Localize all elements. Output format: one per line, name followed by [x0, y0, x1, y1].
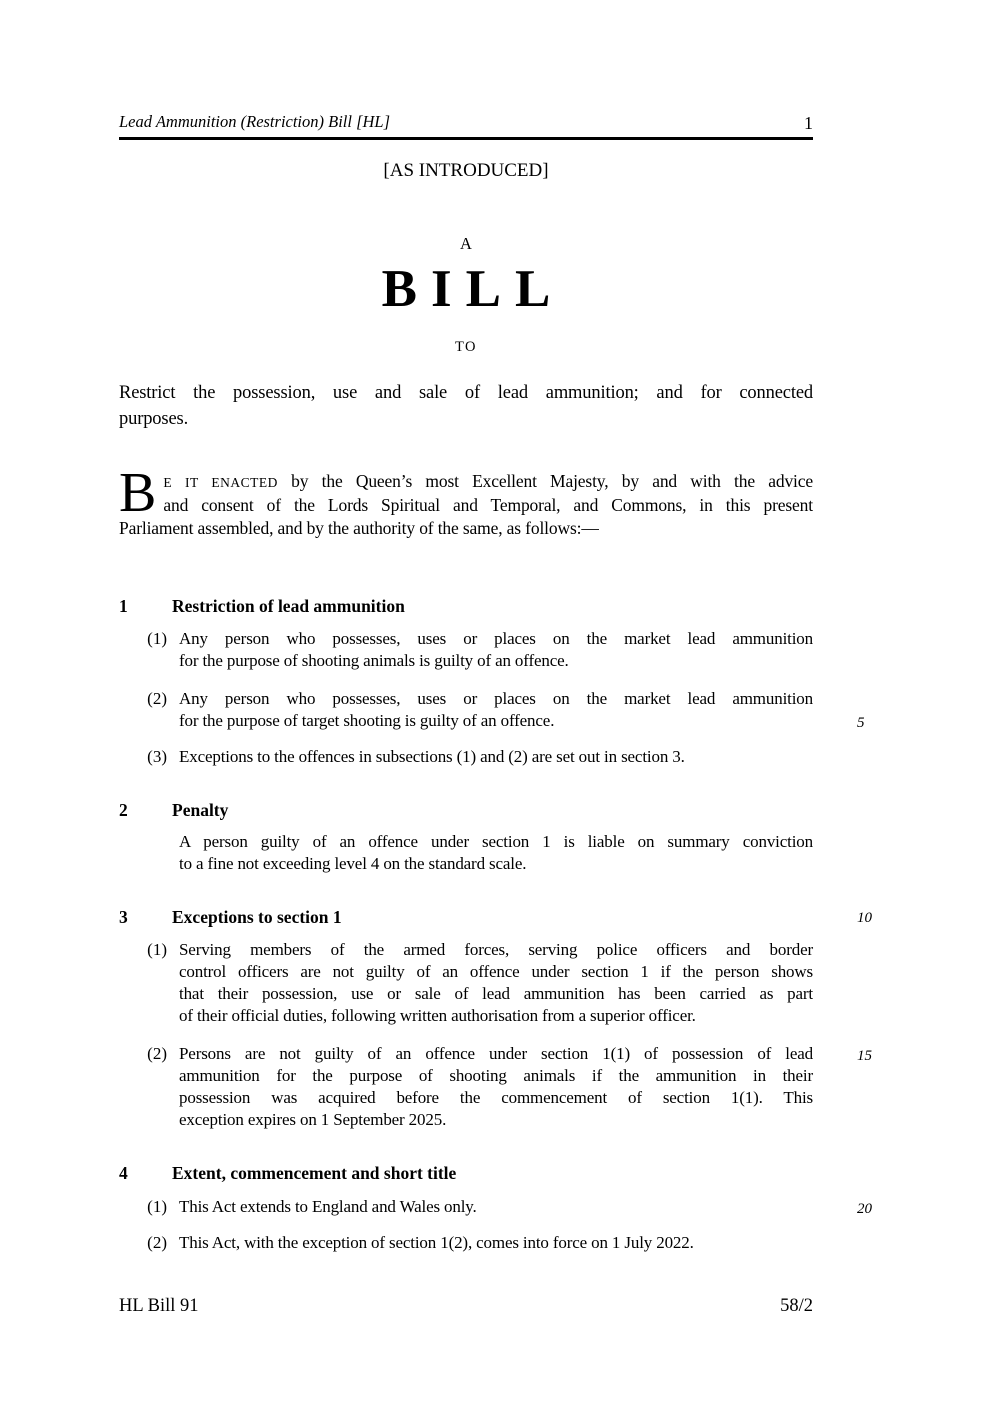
- section-2-title: Penalty: [172, 800, 229, 820]
- page-number: 1: [804, 113, 813, 133]
- subsection-1-2-number: (2): [147, 689, 167, 708]
- section-1-heading: [119, 595, 813, 617]
- bill-word: BILL: [381, 260, 565, 318]
- subsection-1-1-number: (1): [147, 629, 167, 648]
- section-2-number: 2: [119, 800, 128, 820]
- enacting-line-1: [119, 470, 813, 494]
- enacting-line-3: Parliament assembled, and by the authority of the same, as follows:—: [119, 518, 599, 538]
- section-3-heading: [119, 906, 872, 928]
- running-header: [119, 112, 813, 140]
- subsection-3-2: [147, 1043, 872, 1131]
- long-title: Restrict the possession, use and sale of lead ammunition; and for connected purposes.: [119, 383, 813, 429]
- enacting-line-2: and consent of the Lords Spiritual and Temporal, and Commons, in this present: [163, 495, 813, 515]
- masthead-a: A: [460, 234, 472, 253]
- subsection-4-1-number: (1): [147, 1197, 167, 1216]
- section-2-heading: [119, 799, 813, 821]
- page-footer: [119, 1296, 813, 1317]
- section-3-title: Exceptions to section 1: [172, 907, 342, 927]
- running-title: Lead Ammunition (Restriction) Bill [HL]: [119, 112, 391, 131]
- section-2-text: A person guilty of an offence under section 1 is liable on summary conviction to a fine not exceeding level 4 on the standard scale.: [179, 832, 813, 873]
- section-4-number: 4: [119, 1163, 128, 1183]
- masthead-to: TO: [454, 339, 478, 355]
- subsection-4-1-text: This Act extends to England and Wales only.: [179, 1197, 477, 1216]
- subsection-3-2-text: Persons are not guilty of an offence under section 1(1) of possession of lead ammunition for the purpose of shooting animals if the ammunition in their possession was acquired before the commencement of section 1(1). This exception expires on 1 September 2025.: [179, 1044, 813, 1129]
- section-1-number: 1: [119, 596, 128, 616]
- subsection-4-2-text: This Act, with the exception of section 1(2), comes into force on 1 July 2022.: [179, 1233, 694, 1252]
- subsection-4-2: [147, 1232, 813, 1254]
- subsection-1-3: [147, 746, 813, 768]
- subsection-4-1: [147, 1196, 872, 1218]
- subsection-1-3-text: Exceptions to the offences in subsections (1) and (2) are set out in section 3.: [179, 747, 685, 766]
- subsection-1-1-text: Any person who possesses, uses or places on the market lead ammunition for the purpose of shooting animals is guilty of an offence.: [179, 629, 813, 670]
- section-2-body: [179, 831, 813, 875]
- footer-bill-number: HL Bill 91: [119, 1296, 199, 1316]
- margin-line-number-15: 15: [857, 1048, 872, 1064]
- dropcap-letter: B: [119, 462, 157, 524]
- subsection-4-2-number: (2): [147, 1233, 167, 1252]
- subsection-1-3-number: (3): [147, 747, 167, 766]
- subsection-1-2-text: Any person who possesses, uses or places on the market lead ammunition for the purpose of target shooting is guilty of an offence.: [179, 689, 813, 730]
- section-4-heading: [119, 1162, 813, 1184]
- subsection-3-1-number: (1): [147, 940, 167, 959]
- bill-body: [119, 595, 872, 1254]
- footer-session-number: 58/2: [780, 1296, 813, 1316]
- margin-line-number-20: 20: [857, 1201, 872, 1217]
- as-introduced-label: [AS INTRODUCED]: [383, 160, 549, 181]
- enacting-formula: [119, 462, 813, 540]
- subsection-1-1: [147, 628, 813, 672]
- subsection-3-1-text: Serving members of the armed forces, serving police officers and border control officers are not guilty of an offence under section 1 if the person shows that their possession, use or sale of lead ammunition has been carried as part of their official duties, following written authorisation from a superior officer.: [179, 940, 813, 1025]
- subsection-3-1: [147, 939, 813, 1027]
- section-1-title: Restriction of lead ammunition: [172, 596, 405, 616]
- enacting-smallcaps: E IT ENACTED: [163, 475, 278, 490]
- enacting-line-1-rest: by the Queen’s most Excellent Majesty, by and with the advice: [277, 471, 813, 491]
- section-3-number: 3: [119, 907, 128, 927]
- subsection-1-2: [147, 688, 865, 732]
- subsection-3-2-number: (2): [147, 1044, 167, 1063]
- margin-line-number-10: 10: [857, 910, 872, 926]
- section-4-title: Extent, commencement and short title: [172, 1163, 457, 1183]
- margin-line-number-5: 5: [857, 715, 865, 731]
